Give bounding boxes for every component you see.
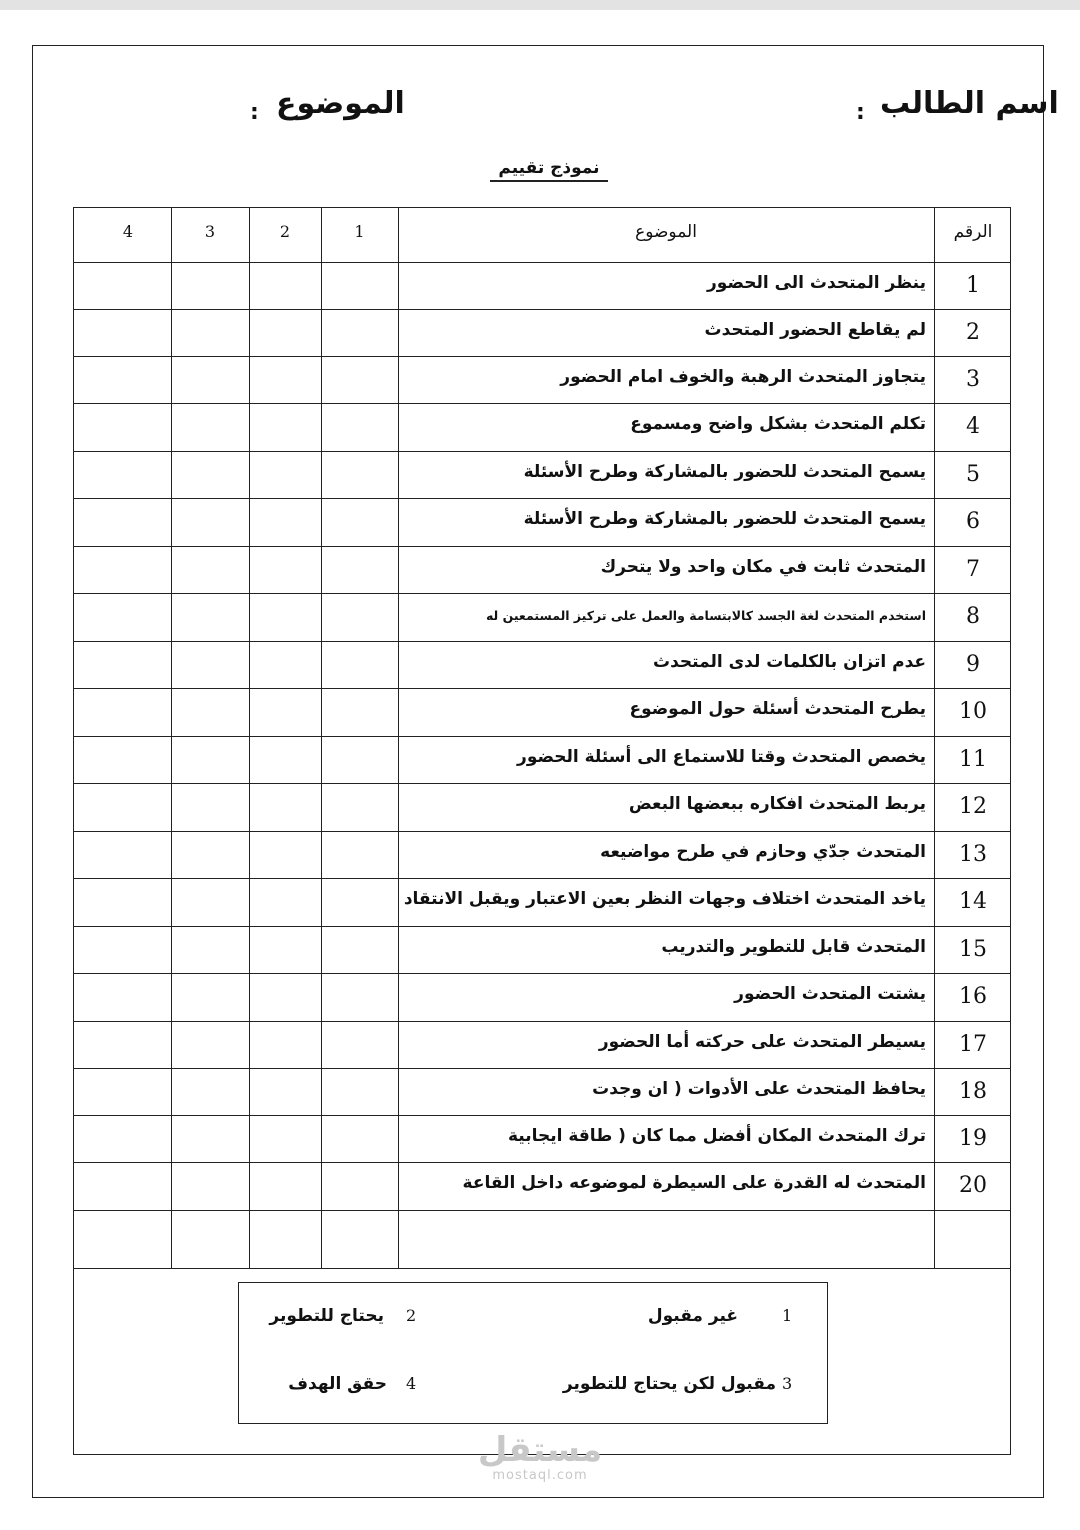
row-criterion-text: يشتت المتحدث الحضور [734,984,926,1004]
row-criterion-text: لم يقاطع الحضور المتحدث [704,319,926,340]
row-number: 5 [966,461,980,487]
row-number: 7 [966,556,980,582]
row-criterion-text: يربط المتحدث افكاره ببعضها البعض [628,794,926,814]
table-row-divider [73,262,1011,263]
row-number: 4 [966,414,980,439]
table-row-divider [73,1268,1011,1269]
table-column-divider [321,207,322,1268]
row-number: 18 [959,1078,987,1104]
row-number: 10 [959,699,987,724]
table-row-divider [73,926,1011,927]
table-row-divider [73,688,1011,689]
table-row-divider [73,498,1011,499]
row-number: 9 [966,651,980,677]
table-row-divider [73,878,1011,879]
table-row-divider [73,641,1011,642]
row-criterion-text: استخدم المتحدث لغة الجسد كالابتسامة والعمل على تركيز المستمعين له [485,608,926,623]
topic-colon: : [250,100,259,125]
table-row-divider [73,403,1011,404]
row-number: 6 [966,509,980,534]
table-row-divider [73,1068,1011,1069]
table-row-divider [73,1115,1011,1116]
legend-label-3: مقبول لكن يحتاج للتطوير [562,1374,776,1394]
table-row-divider [73,736,1011,737]
column-header-topic: الموضوع [635,222,697,242]
form-title: نموذج تقييم [490,158,608,182]
column-header-score-3: 3 [204,222,216,241]
row-criterion-text: يخصص المتحدث وقتا للاستماع الى أسئلة الحضور [517,746,926,767]
table-row-divider [73,783,1011,784]
row-criterion-text: يحافظ المتحدث على الأدوات ( ان وجدت [592,1078,926,1099]
table-row-divider [73,1021,1011,1022]
row-criterion-text: ينظر المتحدث الى الحضور [707,272,926,293]
legend-num-3: 3 [782,1374,793,1393]
student-name-colon: : [856,100,865,125]
row-criterion-text: المتحدث جدّي وحازم في طرح مواضيعه [600,841,926,862]
row-criterion-text: تكلم المتحدث بشكل واضح ومسموع [630,414,926,434]
legend-num-2: 2 [406,1306,417,1325]
row-criterion-text: المتحدث قابل للتطوير والتدريب [661,936,926,957]
table-column-divider [249,207,250,1268]
row-number: 2 [966,319,980,345]
row-number: 3 [966,366,980,392]
column-header-score-4: 4 [122,222,134,241]
row-number: 15 [959,936,987,962]
table-column-divider [398,207,399,1268]
row-criterion-text: يطرح المتحدث أسئلة حول الموضوع [629,699,926,719]
row-criterion-text: عدم اتزان بالكلمات لدى المتحدث [652,651,926,672]
watermark-domain: mostaql.com [492,1468,588,1483]
row-criterion-text: يسيطر المتحدث على حركته أما الحضور [598,1031,926,1052]
table-row-divider [73,309,1011,310]
row-number: 16 [959,984,987,1009]
column-header-score-1: 1 [354,222,365,241]
row-number: 17 [959,1031,987,1057]
table-column-divider [934,207,935,1268]
row-number: 20 [959,1173,987,1198]
column-header-number: الرقم [953,222,993,242]
table-row-divider [73,546,1011,547]
row-criterion-text: المتحدث ثابت في مكان واحد ولا يتحرك [600,556,926,577]
row-number: 13 [959,841,987,867]
legend-num-4: 4 [406,1374,417,1393]
top-gray-bar [0,0,1080,10]
watermark-brand: مستقل [477,1430,603,1470]
legend-label-1: غير مقبول [647,1306,738,1326]
row-number: 19 [959,1125,987,1151]
rating-legend [238,1282,828,1424]
table-row-divider [73,451,1011,452]
column-header-score-2: 2 [279,222,291,241]
table-column-divider [171,207,172,1268]
row-criterion-text: ترك المتحدث المكان أفضل مما كان ( طاقة ايجابية [507,1125,926,1146]
student-name-label: اسم الطالب [880,86,1059,121]
table-row-divider [73,973,1011,974]
row-criterion-text: يسمح المتحدث للحضور بالمشاركة وطرح الأسئلة [523,509,926,529]
topic-label: الموضوع [276,86,405,121]
row-number: 12 [959,794,987,819]
row-number: 11 [959,746,987,772]
row-number: 1 [966,272,980,298]
legend-label-2: يحتاج للتطوير [269,1306,384,1326]
table-row-divider [73,356,1011,357]
legend-num-1: 1 [782,1306,793,1325]
row-criterion-text: المتحدث له القدرة على السيطرة لموضوعه داخل القاعة [462,1173,926,1193]
row-criterion-text: ياخد المتحدث اختلاف وجهات النظر بعين الاعتبار ويقبل الانتقاد [403,889,926,909]
row-number: 8 [966,604,980,629]
row-criterion-text: يتجاوز المتحدث الرهبة والخوف امام الحضور [560,366,926,387]
row-criterion-text: يسمح المتحدث للحضور بالمشاركة وطرح الأسئلة [523,461,926,482]
watermark-logo [460,1432,620,1483]
table-row-divider [73,593,1011,594]
row-number: 14 [959,889,987,914]
legend-label-4: حقق الهدف [288,1374,387,1394]
table-row-divider [73,1210,1011,1211]
table-row-divider [73,1162,1011,1163]
table-row-divider [73,831,1011,832]
